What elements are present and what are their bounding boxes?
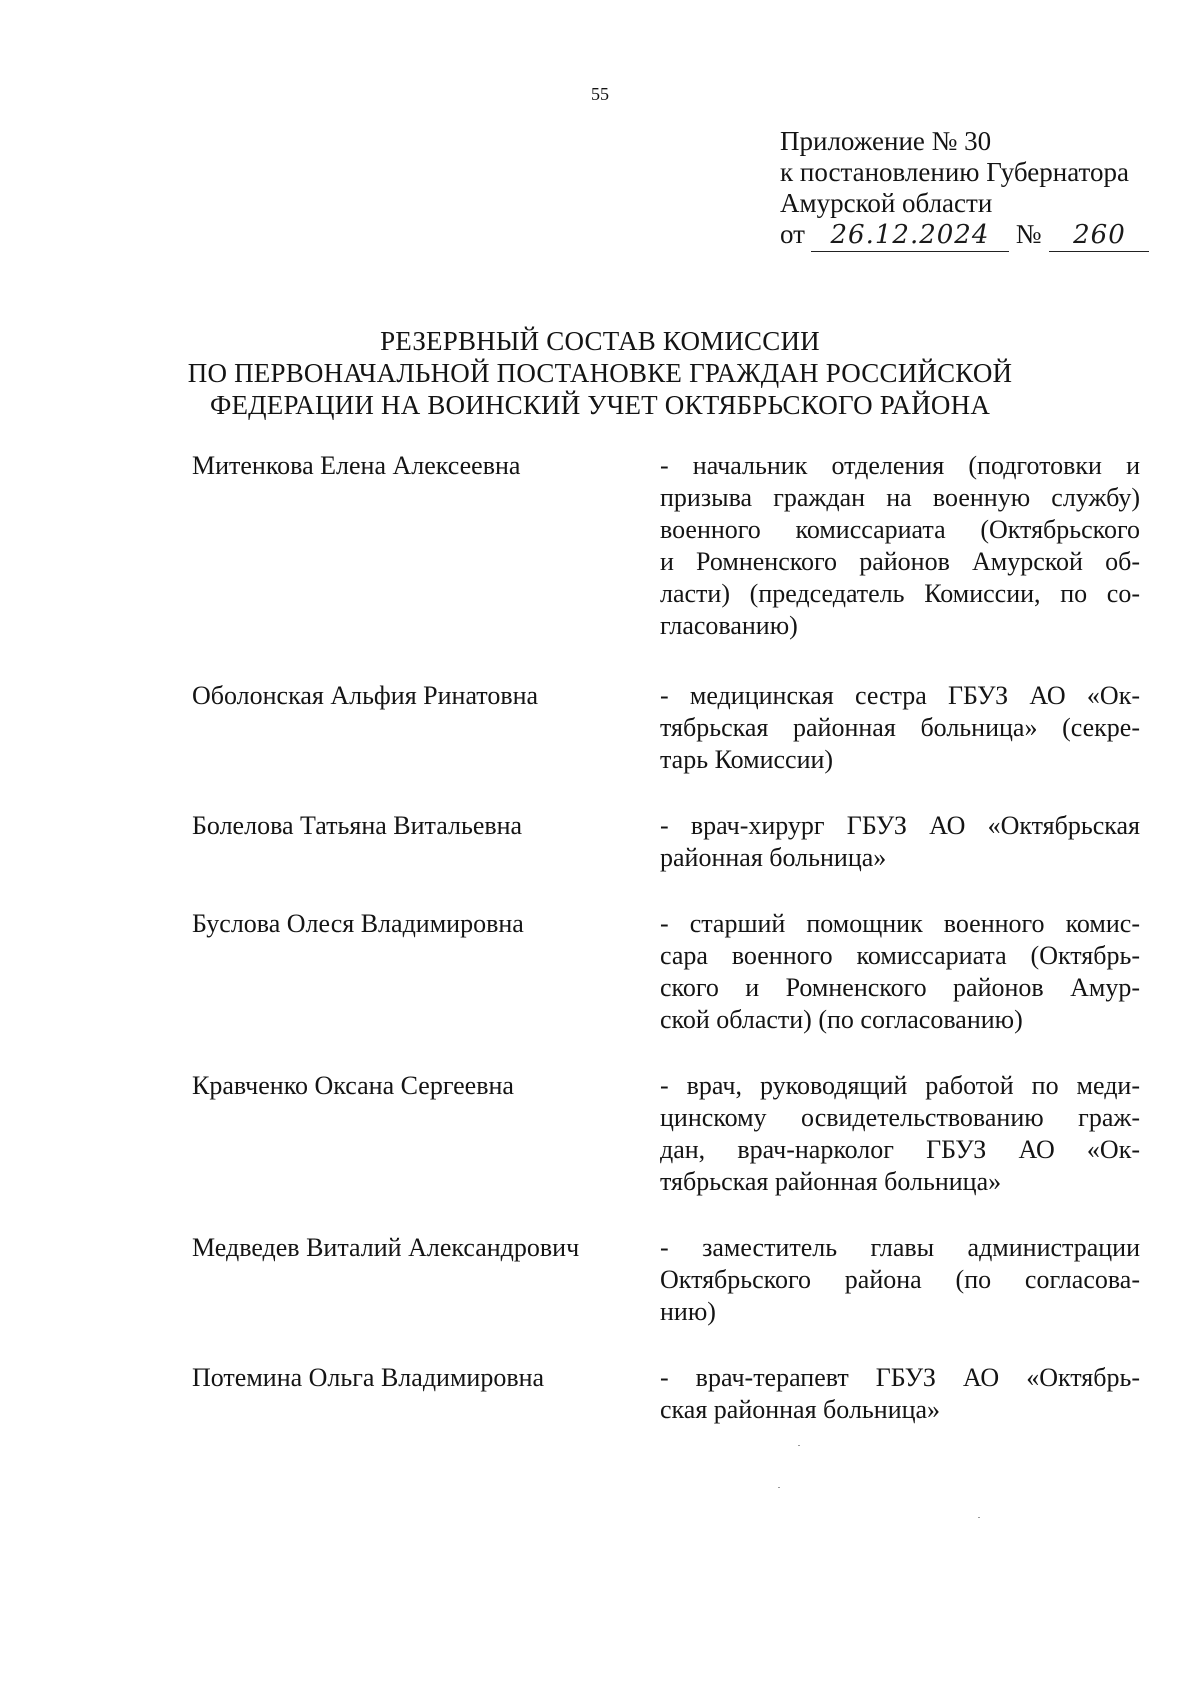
role-line: - начальник отделения (подготовки и	[660, 451, 1140, 480]
role-line: ласти) (председатель Комиссии, по со-	[660, 579, 1140, 608]
member-role	[660, 810, 1140, 874]
scan-speck	[778, 1487, 780, 1488]
handwritten-number: 260	[1073, 220, 1126, 250]
member-name: Болелова Татьяна Витальевна	[192, 811, 523, 840]
role-line: - врач-хирург ГБУЗ АО «Октябрьская	[660, 811, 1140, 840]
role-line: ская районная больница»	[660, 1395, 941, 1424]
role-line: военного комиссариата (Октябрьского	[660, 515, 1140, 544]
appendix-line-1: Приложение № 30	[780, 126, 992, 156]
document-title	[0, 325, 1200, 421]
member-name: Медведев Виталий Александрович	[192, 1233, 580, 1262]
member-name: Буслова Олеся Владимировна	[192, 909, 524, 938]
member-role	[660, 1362, 1140, 1426]
member-role	[660, 908, 1140, 1036]
handwritten-number-field	[1049, 219, 1149, 252]
member-name: Кравченко Оксана Сергеевна	[192, 1071, 514, 1100]
role-line: ской области) (по согласованию)	[660, 1005, 1023, 1034]
scan-speck	[978, 1517, 980, 1518]
role-line: сара военного комиссариата (Октябрь-	[660, 941, 1140, 970]
handwritten-date-field	[811, 219, 1009, 252]
appendix-block	[780, 126, 1149, 252]
role-line: - врач-терапевт ГБУЗ АО «Октябрь-	[660, 1363, 1140, 1392]
role-line: цинскому освидетельствованию граж-	[660, 1103, 1140, 1132]
member-name: Оболонская Альфия Ринатовна	[192, 681, 539, 710]
handwritten-date: 26.12.2024	[830, 220, 990, 250]
role-line: призыва граждан на военную службу)	[660, 483, 1140, 512]
appendix-line-3: Амурской области	[780, 188, 993, 218]
title-line-1: РЕЗЕРВНЫЙ СОСТАВ КОМИССИИ	[380, 326, 820, 356]
member-role	[660, 1070, 1140, 1198]
appendix-line-2: к постановлению Губернатора	[780, 157, 1129, 187]
role-line: - медицинская сестра ГБУЗ АО «Ок-	[660, 681, 1140, 710]
role-line: ского и Ромненского районов Амур-	[660, 973, 1140, 1002]
role-line: тябрьская районная больница»	[660, 1167, 1002, 1196]
title-line-2: ПО ПЕРВОНАЧАЛЬНОЙ ПОСТАНОВКЕ ГРАЖДАН РОССИЙСКОЙ	[187, 358, 1013, 388]
member-role	[660, 1232, 1140, 1328]
title-line-3: ФЕДЕРАЦИИ НА ВОИНСКИЙ УЧЕТ ОКТЯБРЬСКОГО РАЙОНА	[209, 390, 991, 420]
role-line: нию)	[660, 1297, 716, 1326]
member-name: Потемина Ольга Владимировна	[192, 1363, 545, 1392]
page-number: 55	[591, 84, 609, 104]
role-line: тарь Комиссии)	[660, 745, 834, 774]
role-line: тябрьская районная больница» (секре-	[660, 713, 1140, 742]
role-line: дан, врач-нарколог ГБУЗ АО «Ок-	[660, 1135, 1140, 1164]
role-line: - заместитель главы администрации	[660, 1233, 1140, 1262]
number-sign: №	[1015, 219, 1042, 249]
role-line: районная больница»	[660, 843, 887, 872]
role-line: Октябрьского района (по согласова-	[660, 1265, 1140, 1294]
member-role	[660, 680, 1140, 776]
role-line: - старший помощник военного комис-	[660, 909, 1140, 938]
member-role	[660, 450, 1140, 642]
role-line: гласованию)	[660, 611, 798, 640]
appendix-date-line	[780, 219, 1149, 252]
role-line: - врач, руководящий работой по меди-	[660, 1071, 1140, 1100]
member-name: Митенкова Елена Алексеевна	[192, 451, 521, 480]
date-prefix: от	[780, 219, 805, 249]
scan-speck	[798, 1445, 800, 1446]
role-line: и Ромненского районов Амурской об-	[660, 547, 1140, 576]
